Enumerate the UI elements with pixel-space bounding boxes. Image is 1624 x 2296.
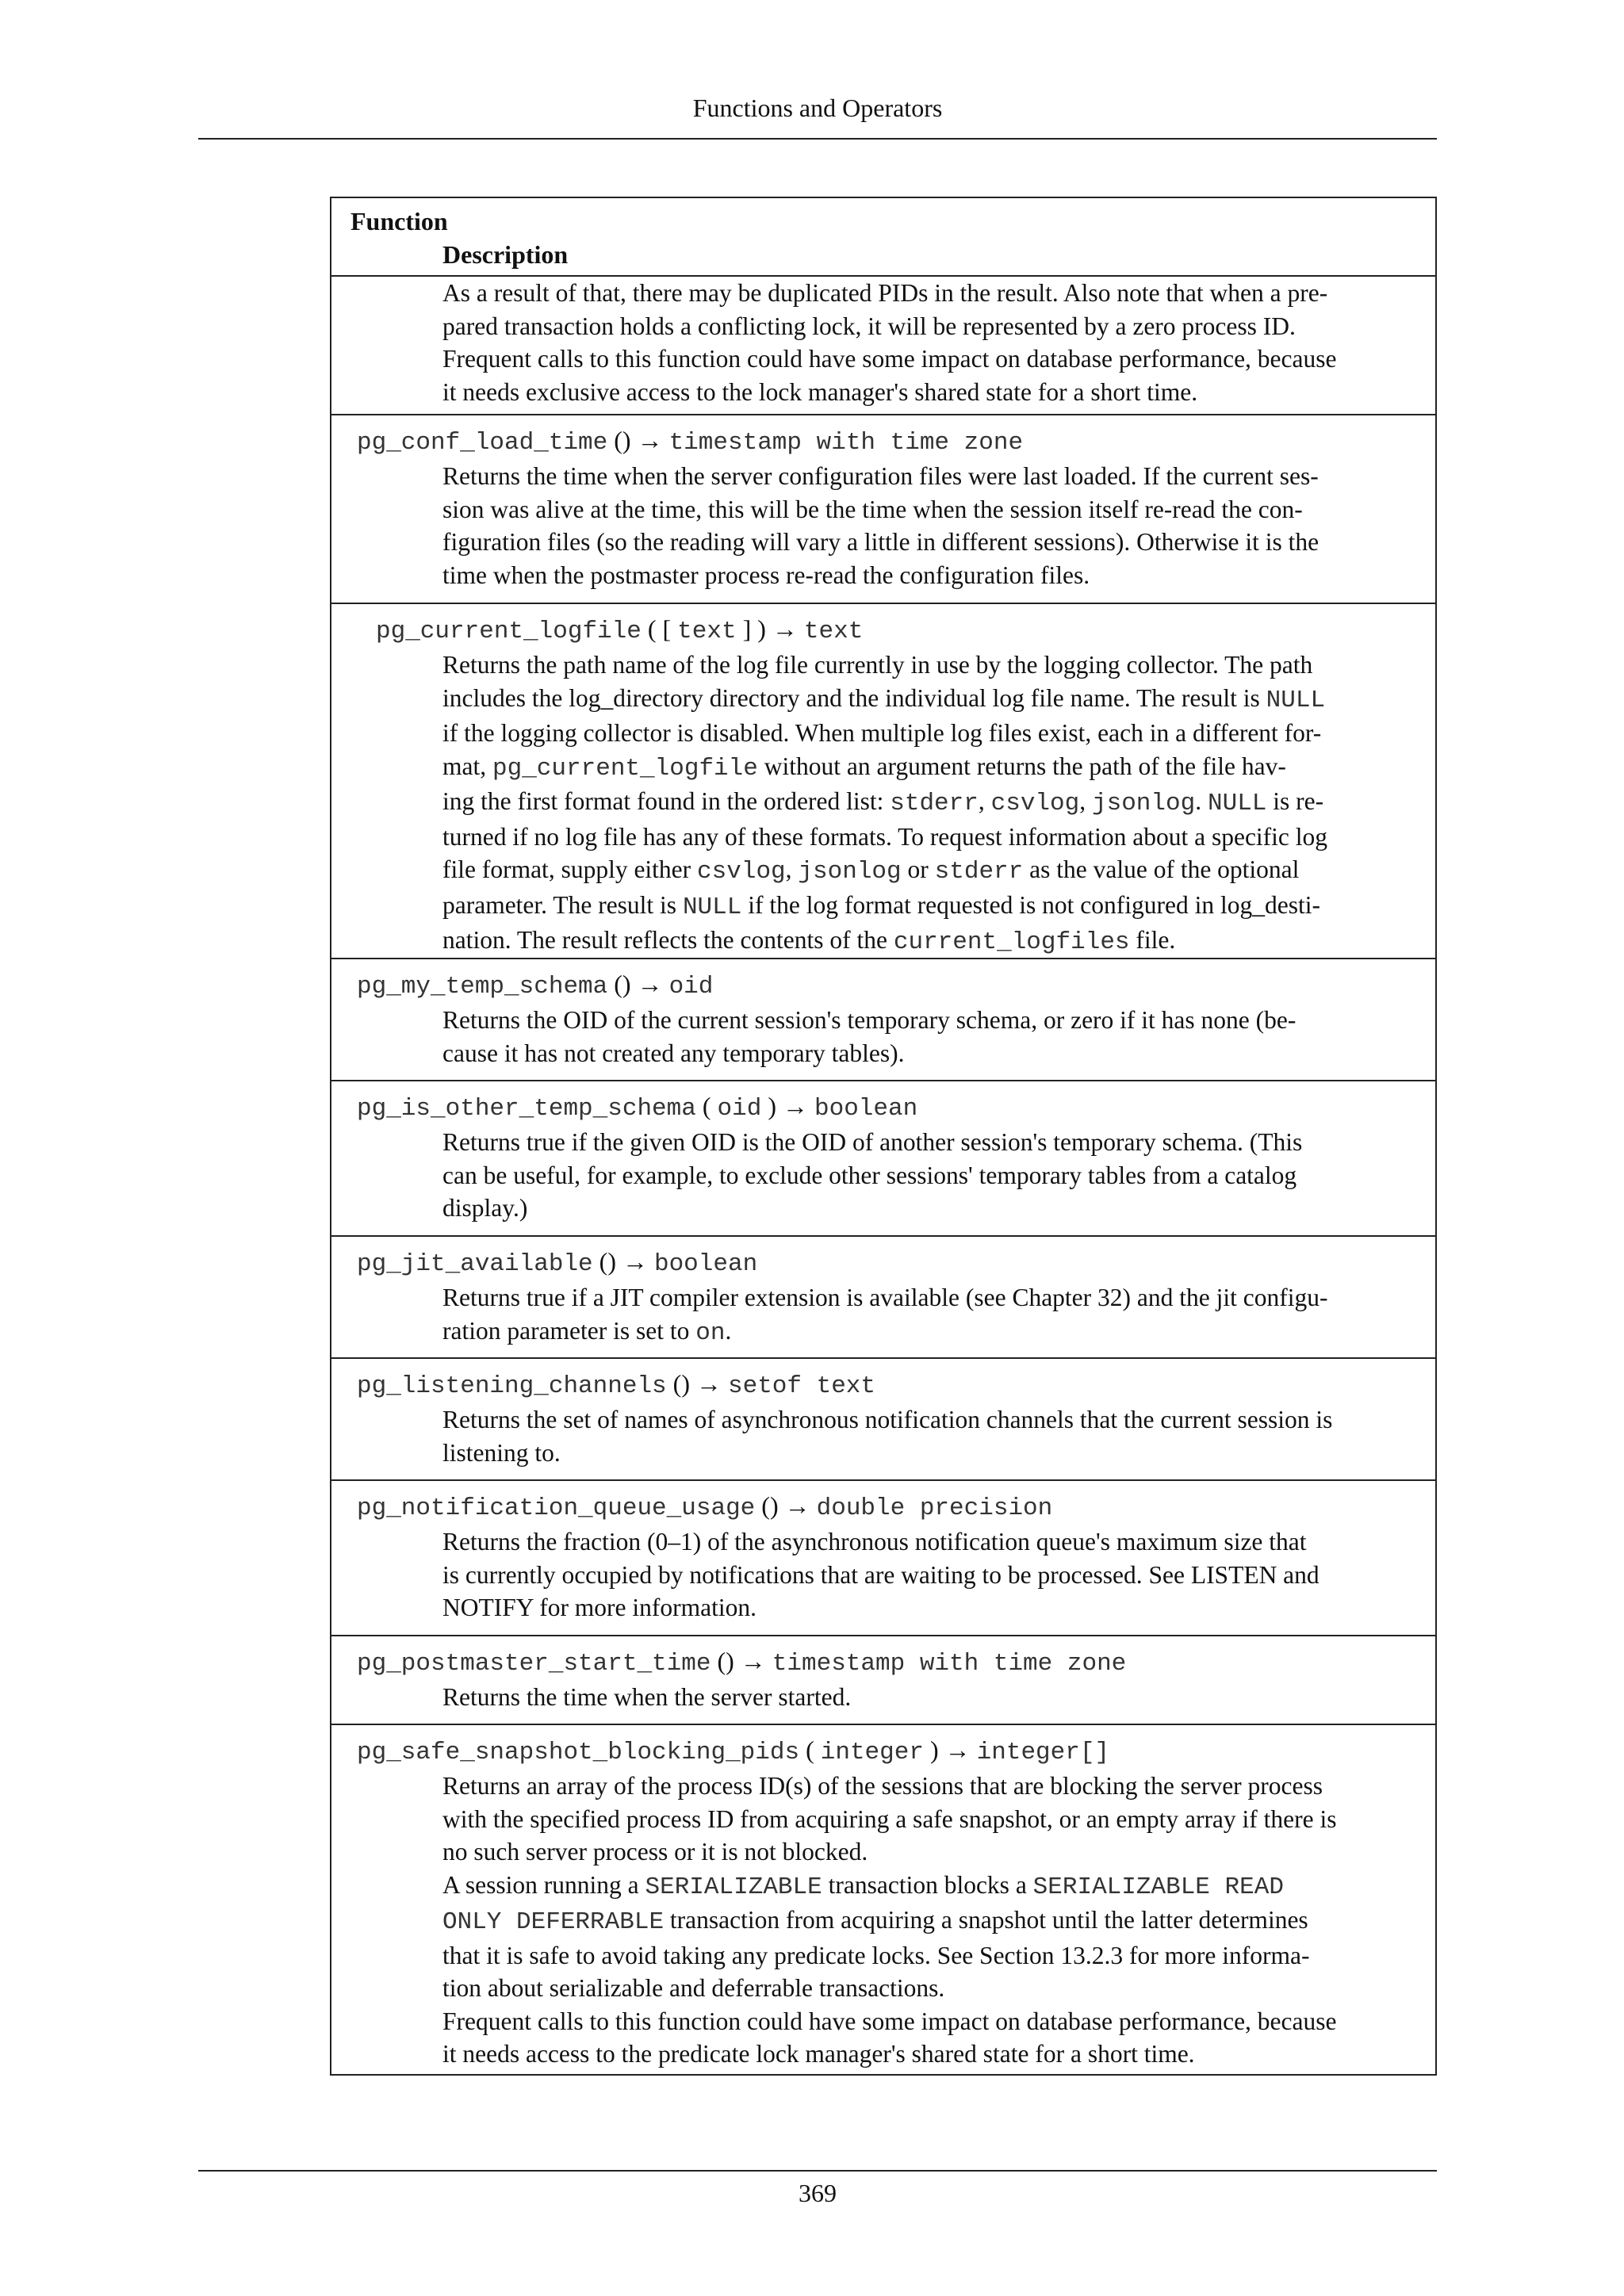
function-signature: pg_current_logfile ( [ text ] ) → text	[376, 614, 864, 645]
description: Returns the set of names of asynchronous notification channels that the current session is listening to.	[442, 1406, 1333, 1467]
function-signature: pg_notification_queue_usage () → double precision	[357, 1491, 1053, 1522]
table-row-continued	[331, 277, 1435, 415]
header-rule	[198, 138, 1437, 140]
function-signature: pg_is_other_temp_schema ( oid ) → boolean	[357, 1092, 918, 1123]
function-signature: pg_listening_channels () → setof text	[357, 1369, 876, 1400]
table-row-pg-safe-snapshot-blocking-pids	[331, 1725, 1435, 2076]
description: Returns the fraction (0–1) of the asynchronous notification queue's maximum size that is currently occupied by notifications that are waiting to be processed. See LISTEN and NOTIFY for more information.	[442, 1528, 1320, 1621]
description: Returns the time when the server configuration files were last loaded. If the current ses- sion was alive at the time, this will be the time when the session itself re-read the con- figuration files (so the reading will vary a little in different sessions). Otherwise it is the time when the postmaster process re-read the configuration files.	[442, 462, 1320, 589]
column-header-description: Description	[442, 240, 569, 269]
table-row-pg-notification-queue-usage	[331, 1481, 1435, 1636]
description: Returns the OID of the current session's temporary schema, or zero if it has none (be- cause it has not created any temporary tables).	[442, 1006, 1297, 1067]
table-header	[331, 198, 1435, 277]
description: Returns the path name of the log file currently in use by the logging collector. The path includes the log_directory directory and the individual log file name. The result is NULL if the logging collector is disabled. When multiple log files exist, each in a different for- mat, pg_current_logfile without an argument returns the path of the file hav- ing the first format found in the ordered list: stderr, csvlog, jsonlog. NULL is re- turned if no log file has any of these formats. To request information about a specific log file format, supply either csvlog, jsonlog or stderr as the value of the optional parameter. The result is NULL if the log format requested is not configured in log_desti- nation. The result reflects the contents of the current_logfiles file.	[442, 651, 1328, 956]
table-row-pg-conf-load-time	[331, 415, 1435, 604]
table-row-pg-jit-available	[331, 1237, 1435, 1359]
description: Returns an array of the process ID(s) of the sessions that are blocking the server process with the specified process ID from acquiring a safe snapshot, or an empty array if there is no such server process or it is not blocked. A session running a SERIALIZABLE transaction blocks a SERIALIZABLE READ ONLY DEFERRABLE transaction from acquiring a snapshot until the latter determines that it is safe to avoid taking any predicate locks. See Section 13.2.3 for more informa- tion about serializable and deferrable transactions. Frequent calls to this function could have some impact on database performance, because it needs access to the predicate lock manager's shared state for a short time.	[442, 1772, 1337, 2068]
footer-rule	[198, 2170, 1437, 2172]
page-header-title: Functions and Operators	[692, 94, 943, 122]
function-signature: pg_jit_available () → boolean	[357, 1247, 758, 1278]
page-number: 369	[799, 2179, 837, 2207]
function-signature: pg_safe_snapshot_blocking_pids ( integer ) → integer[]	[357, 1735, 1110, 1766]
table-row-pg-current-logfile	[331, 604, 1435, 959]
description: Returns the time when the server started.	[442, 1683, 852, 1711]
table-row-pg-postmaster-start-time	[331, 1636, 1435, 1725]
column-header-function: Function	[350, 207, 448, 235]
table-row-pg-my-temp-schema	[331, 959, 1435, 1081]
functions-table	[330, 197, 1437, 2076]
function-signature: pg_conf_load_time () → timestamp with time zone	[357, 426, 1024, 457]
table-row-pg-is-other-temp-schema	[331, 1081, 1435, 1237]
table-row-pg-listening-channels	[331, 1359, 1435, 1481]
function-signature: pg_my_temp_schema () → oid	[357, 970, 714, 1001]
description: Returns true if a JIT compiler extension is available (see Chapter 32) and the jit configu- ration parameter is set to on.	[442, 1284, 1328, 1347]
function-signature: pg_postmaster_start_time () → timestamp with time zone	[357, 1647, 1127, 1678]
description: As a result of that, there may be duplicated PIDs in the result. Also note that when a pre- pared transaction holds a conflicting lock, it will be represented by a zero process ID. Frequent calls to this function could have some impact on database performance, because it needs exclusive access to the lock manager's shared state for a short time.	[442, 279, 1337, 406]
description: Returns true if the given OID is the OID of another session's temporary schema. (This can be useful, for example, to exclude other sessions' temporary tables from a catalog display.)	[442, 1128, 1303, 1222]
